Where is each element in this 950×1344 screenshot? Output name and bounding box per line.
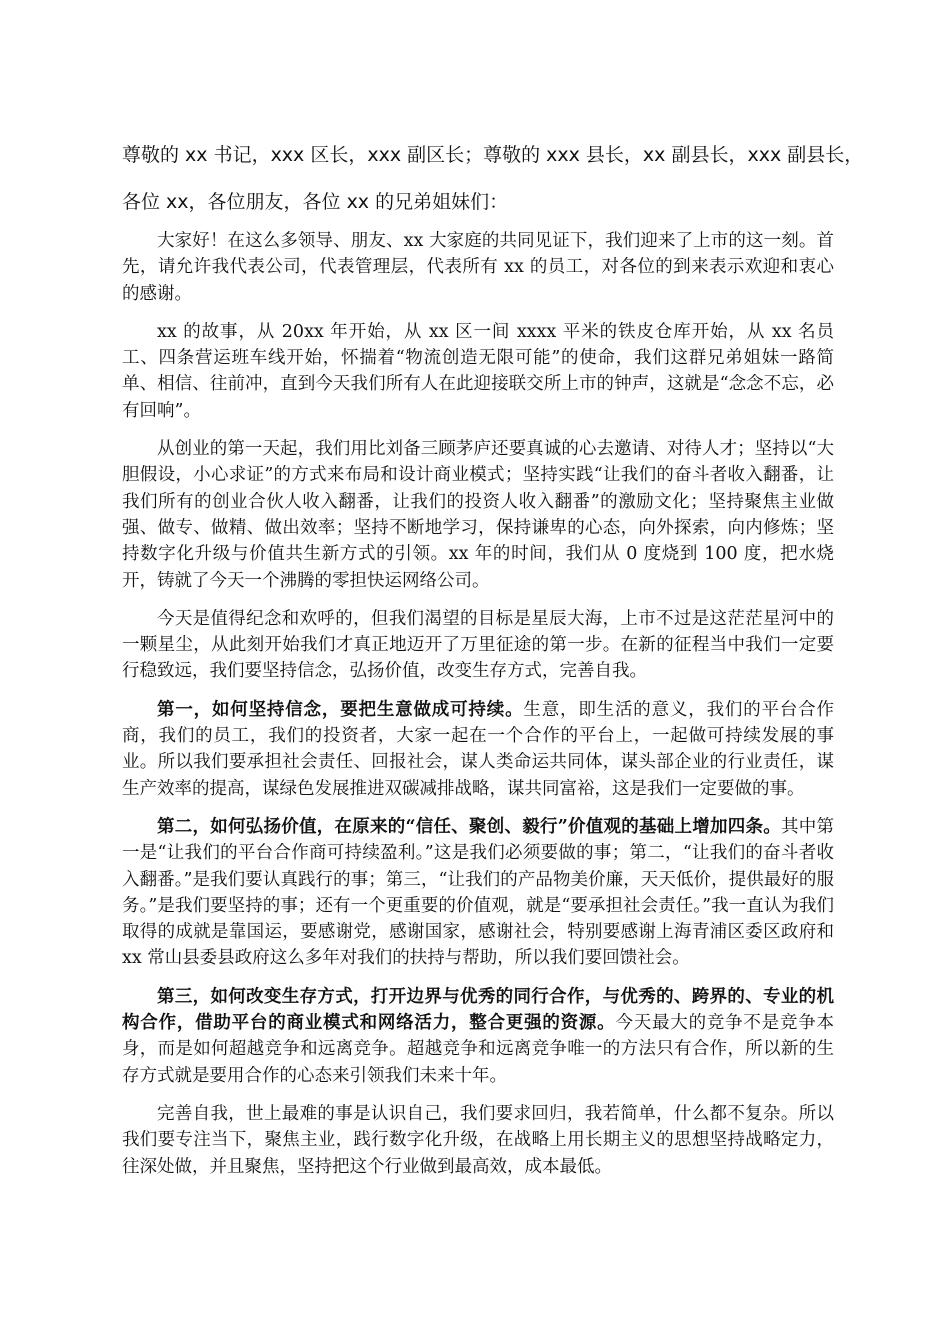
speech-body [122, 228, 834, 1192]
greeting-line-2: 各位 xx，各位朋友，各位 xx 的兄弟姐妹们： [122, 191, 509, 213]
paragraph-milestone: 今天是值得纪念和欢呼的，但我们渴望的目标是星辰大海，上市不过是这茫茫星河中的一颗星尘，从此刻开始我们才真正地迈开了万里征途的第一步。在新的征程当中我们一定要行稳致远，我们要坚持信念，弘扬价值，改变生存方式，完善自我。 [122, 608, 834, 682]
third-point-heading: 第三，如何改变生存方式，打开边界与优秀的同行合作，与优秀的、跨界的、专业的机构合作，借助平台的商业模式和网络活力，整合更强的资源。 [122, 986, 834, 1034]
second-point-heading: 第二，如何弘扬价值，在原来的“信任、聚创、毅行”价值观的基础上增加四条。 [157, 816, 781, 837]
greeting-line-1: 尊敬的 xx 书记，xxx 区长，xxx 副区长；尊敬的 xxx 县长，xx 副县长，xxx 副县长， [122, 144, 864, 166]
paragraph-self-improvement: 完善自我，世上最难的事是认识自己，我们要求回归，我若简单，什么都不复杂。所以我们要专注当下，聚焦主业，践行数字化升级，在战略上用长期主义的思想坚持战略定力，往深处做，并且聚焦，坚持把这个行业做到最高效，成本最低。 [122, 1103, 834, 1177]
paragraph-second-point: 第二，如何弘扬价值，在原来的“信任、聚创、毅行”价值观的基础上增加四条。其中第一是“让我们的平台合作商可持续盈利。”这是我们必须要做的事；第二，“让我们的奋斗者收入翻番。”是我们要认真践行的事；第三，“让我们的产品物美价廉，天天低价，提供最好的服务。”是我们要坚持的事；还有一个更重要的价值观，就是“要承担社会责任。”我一直认为我们取得的成就是靠国运，要感谢党，感谢国家，感谢社会，特别要感谢上海青浦区委区政府和 xx 常山县委县政府这么多年对我们的扶持与帮助，所以我们要回馈社会。 [122, 816, 834, 969]
paragraph-welcome: 大家好！在这么多领导、朋友、xx 大家庭的共同见证下，我们迎来了上市的这一刻。首先，请允许我代表公司，代表管理层，代表所有 xx 的员工，对各位的到来表示欢迎和衷心的感谢。 [122, 231, 834, 304]
paragraph-first-point: 第一，如何坚持信念，要把生意做成可持续。生意，即生活的意义，我们的平台合作商，我们的员工，我们的投资者，大家一起在一个合作的平台上，一起做可持续发展的事业。所以我们要承担社会责任、回报社会，谋人类命运共同体，谋头部企业的行业责任，谋生产效率的提高，谋绿色发展推进双碳减排战略，谋共同富裕，这是我们一定要做的事。 [122, 699, 835, 799]
paragraph-third-point: 第三，如何改变生存方式，打开边界与优秀的同行合作，与优秀的、跨界的、专业的机构合作，借助平台的商业模式和网络活力，整合更强的资源。今天最大的竞争不是竞争本身，而是如何超越竞争和远离竞争。超越竞争和远离竞争唯一的方法只有合作，所以新的生存方式就是要用合作的心态来引领我们未来十年。 [122, 986, 835, 1086]
first-point-heading: 第一，如何坚持信念，要把生意做成可持续。 [157, 699, 524, 720]
paragraph-story: xx 的故事，从 20xx 年开始，从 xx 区一间 xxxx 平米的铁皮仓库开始，从 xx 名员工、四条营运班车线开始，怀揣着“物流创造无限可能”的使命，我们这群兄弟姐妹一路简单、相信、往前冲，直到今天我们所有人在此迎接联交所上市的钟声，这就是“念念不忘，必有回响”。 [122, 321, 834, 421]
paragraph-founding: 从创业的第一天起，我们用比刘备三顾茅庐还要真诚的心去邀请、对待人才；坚持以“大胆假设，小心求证”的方式来布局和设计商业模式；坚持实践“让我们的奋斗者收入翻番，让我们所有的创业合伙人收入翻番，让我们的投资人收入翻番”的激励文化；坚持聚焦主业做强、做专、做精、做出效率；坚持不断地学习，保持谦卑的心态，向外探索，向内修炼；坚持数字化升级与价值共生新方式的引领。xx 年的时间，我们从 0 度烧到 100 度，把水烧开，铸就了今天一个沸腾的零担快运网络公司。 [122, 439, 834, 591]
